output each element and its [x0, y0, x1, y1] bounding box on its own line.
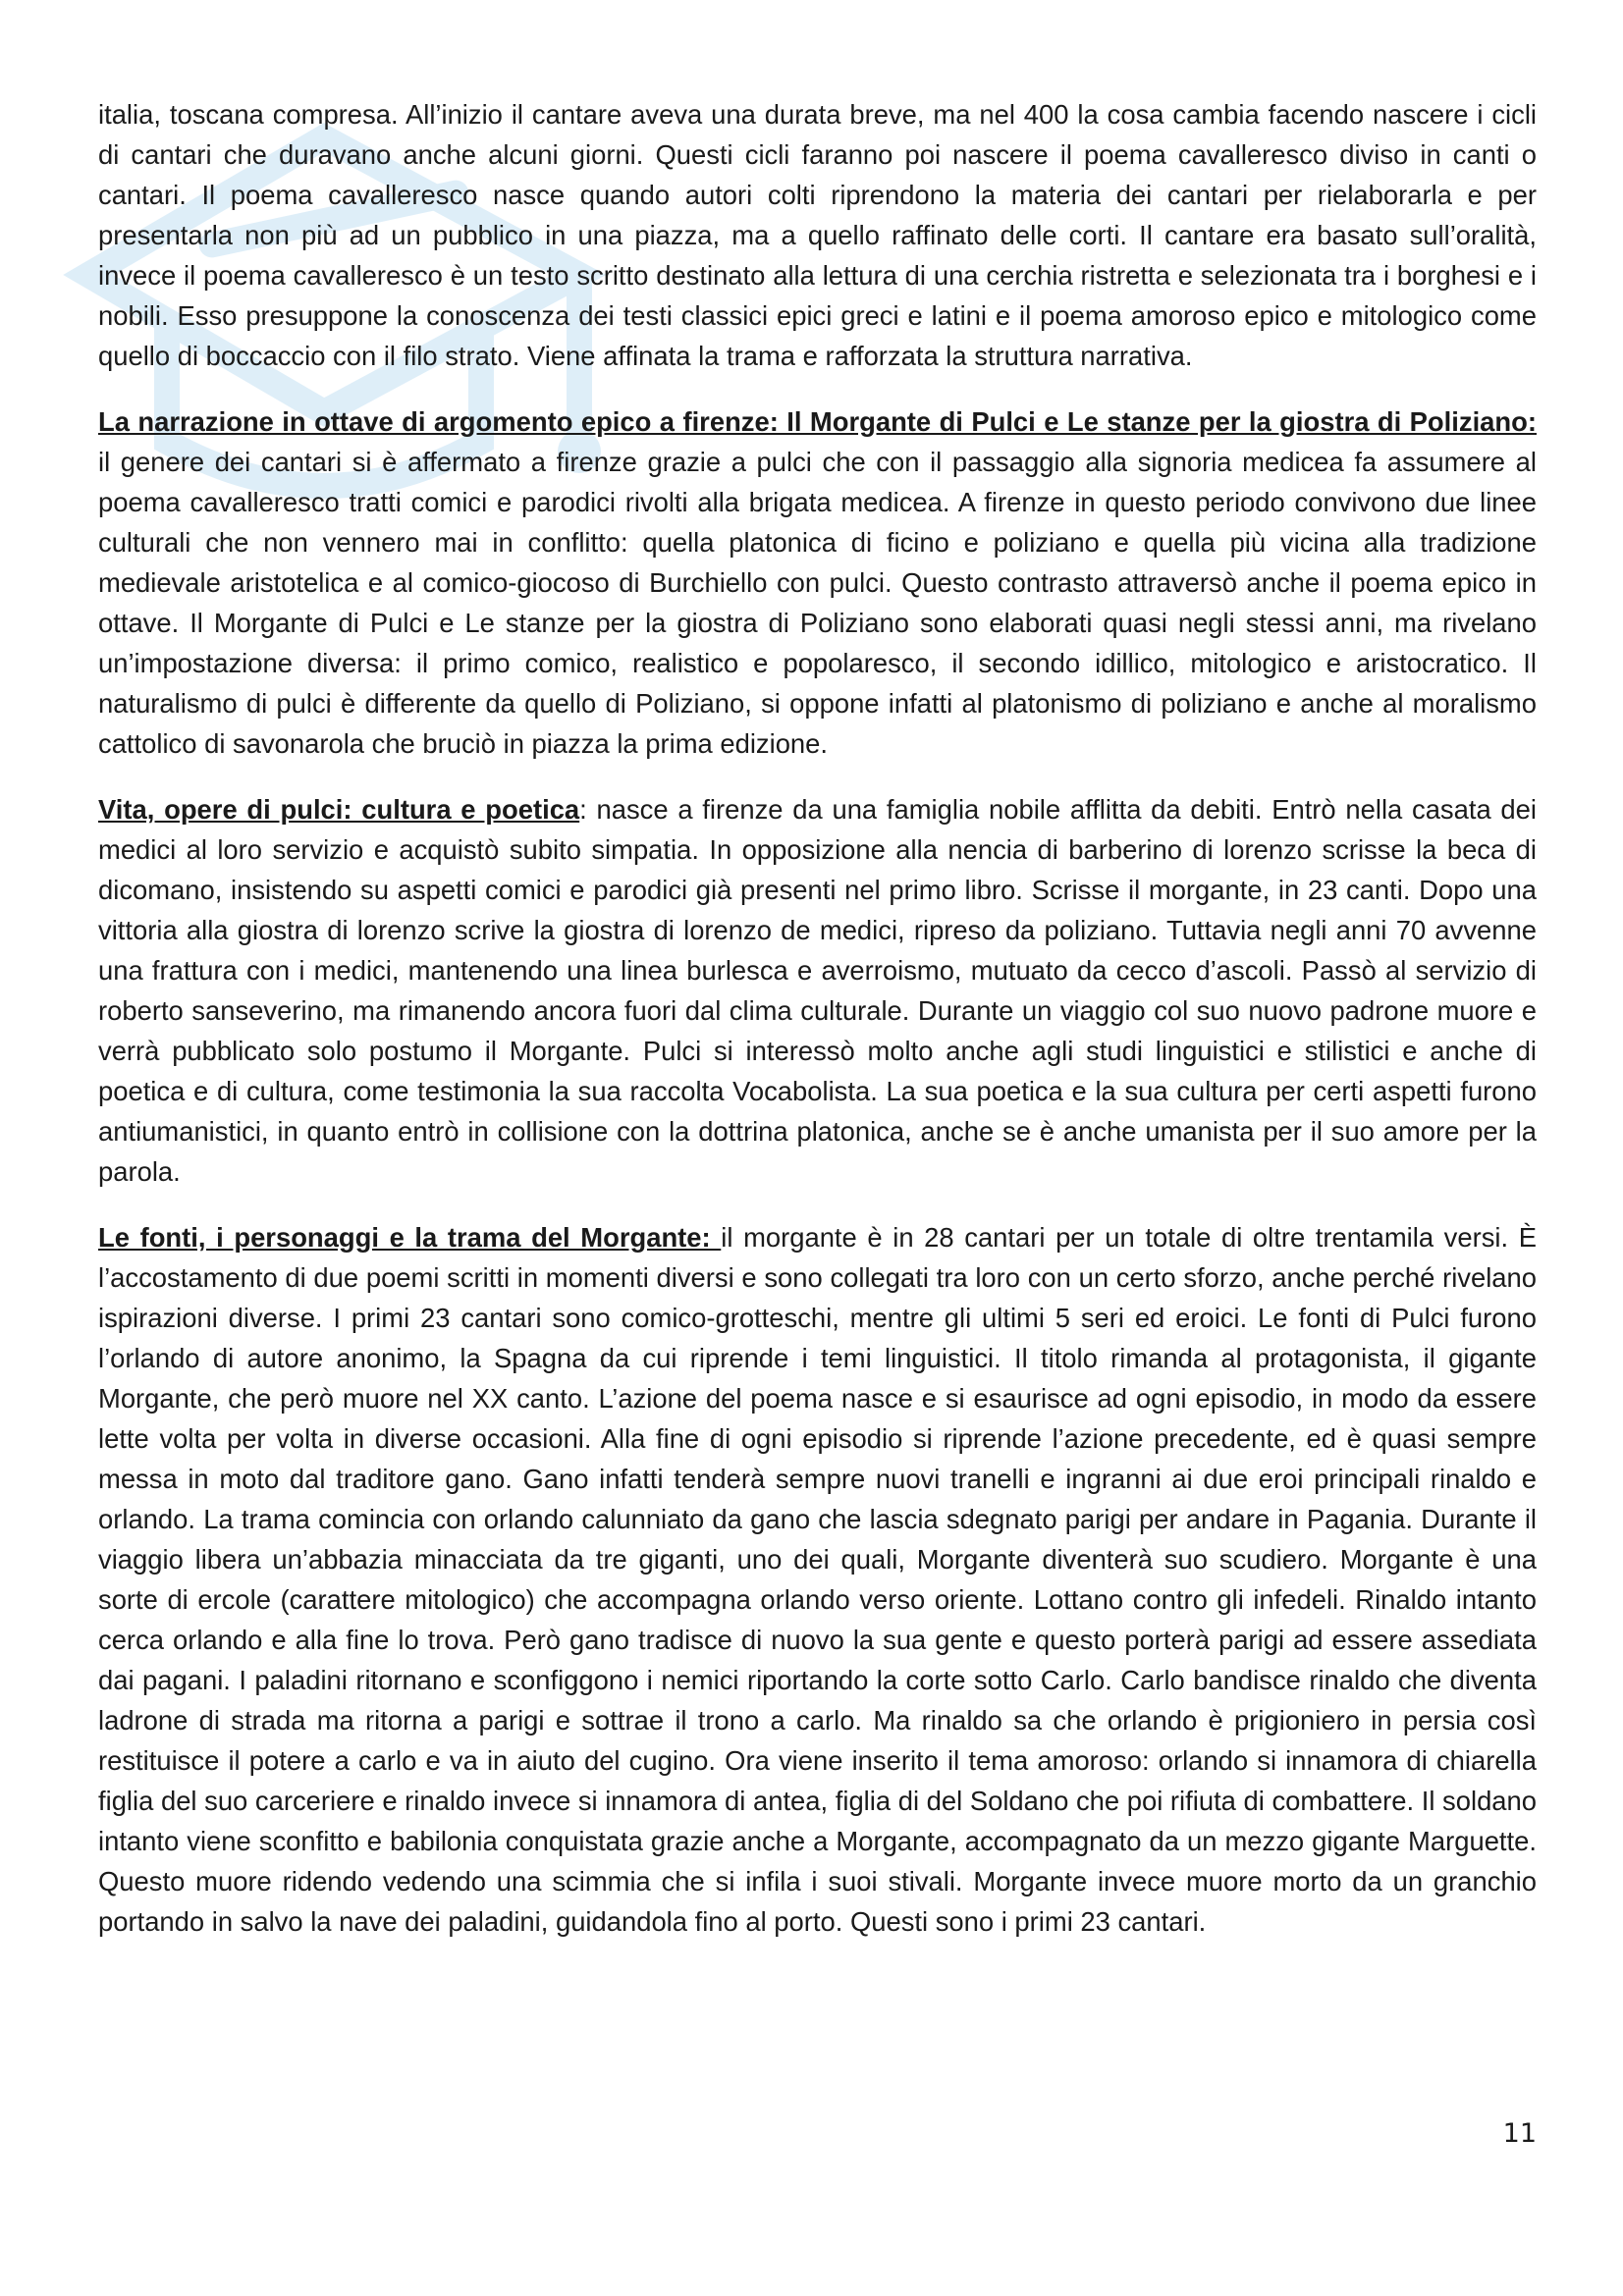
paragraph-3-heading: Vita, opere di pulci: cultura e poetica: [98, 794, 580, 825]
paragraph-1-text: italia, toscana compresa. All’inizio il cantare aveva una durata breve, ma nel 400 la cosa cambia facendo nascere i cicli di cantari che duravano anche alcuni giorni. Questi cicli faranno poi nascere il poema cavalleresco diviso in canti o cantari. Il poema cavalleresco nasce quando autori colti riprendono la materia dei cantari per rielaborarla e per presentarla non più ad un pubblico in una piazza, ma a quello raffinato delle corti. Il cantare era basato sull’oralità, invece il poema cavalleresco è un testo scritto destinato alla lettura di una cerchia ristretta e selezionata tra i borghesi e i nobili. Esso presuppone la conoscenza dei testi classici epici greci e latini e il poema amoroso epico e mitologico come quello di boccaccio con il filo strato. Viene affinata la trama e rafforzata la struttura narrativa.: [98, 99, 1537, 371]
paragraph-1: [98, 94, 1537, 376]
paragraph-3-text: : nasce a firenze da una famiglia nobile afflitta da debiti. Entrò nella casata dei medici al loro servizio e acquistò subito simpatia. In opposizione alla nencia di barberino di lorenzo scrisse la beca di dicomano, insistendo su aspetti comici e parodici già presenti nel primo libro. Scrisse il morgante, in 23 canti. Dopo una vittoria alla giostra di lorenzo scrive la giostra di lorenzo de medici, ripreso da poliziano. Tuttavia negli anni 70 avvenne una frattura con i medici, mantenendo una linea burlesca e averroismo, mutuato da cecco d’ascoli. Passò al servizio di roberto sanseverino, ma rimanendo ancora fuori dal clima culturale. Durante un viaggio col suo nuovo padrone muore e verrà pubblicato solo postumo il Morgante. Pulci si interessò molto anche agli studi linguistici e stilistici e anche di poetica e di cultura, come testimonia la sua raccolta Vocabolista. La sua poetica e la sua cultura per certi aspetti furono antiumanistici, in quanto entrò in collisione con la dottrina platonica, anche se è anche umanista per il suo amore per la parola.: [98, 794, 1537, 1187]
paragraph-3: [98, 789, 1537, 1192]
paragraph-4: [98, 1217, 1537, 1942]
document-body: [98, 94, 1537, 1967]
paragraph-2: [98, 401, 1537, 764]
page-number: 11: [1502, 2118, 1537, 2149]
paragraph-4-text: il morgante è in 28 cantari per un totale di oltre trentamila versi. È l’accostamento di due poemi scritti in momenti diversi e sono collegati tra loro con un certo sforzo, anche perché rivelano ispirazioni diverse. I primi 23 cantari sono comico-grotteschi, mentre gli ultimi 5 seri ed eroici. Le fonti di Pulci furono l’orlando di autore anonimo, la Spagna da cui riprende i temi linguistici. Il titolo rimanda al protagonista, il gigante Morgante, che però muore nel XX canto. L’azione del poema nasce e si esaurisce ad ogni episodio, in modo da essere lette volta per volta in diverse occasioni. Alla fine di ogni episodio si riprende l’azione precedente, ed è quasi sempre messa in moto dal traditore gano. Gano infatti tenderà sempre nuovi tranelli e ingranni ai due eroi principali rinaldo e orlando. La trama comincia con orlando calunniato da gano che lascia sdegnato parigi per andare in Pagania. Durante il viaggio libera un’abbazia minacciata da tre giganti, uno dei quali, Morgante diventerà suo scudiero. Morgante è una sorte di ercole (carattere mitologico) che accompagna orlando verso oriente. Lottano contro gli infedeli. Rinaldo intanto cerca orlando e alla fine lo trova. Però gano tradisce di nuovo la sua gente e questo porterà parigi ad essere assediata dai pagani. I paladini ritornano e sconfiggono i nemici riportando la corte sotto Carlo. Carlo bandisce rinaldo che diventa ladrone di strada ma ritorna a parigi e sottrae il trono a carlo. Ma rinaldo sa che orlando è prigioniero in persia così restituisce il potere a carlo e va in aiuto del cugino. Ora viene inserito il tema amoroso: orlando si innamora di chiarella figlia del suo carceriere e rinaldo invece si innamora di antea, figlia di del Soldano che poi rifiuta di combattere. Il soldano intanto viene sconfitto e babilonia conquistata grazie anche a Morgante, accompagnato da un mezzo gigante Marguette. Questo muore ridendo vedendo una scimmia che si infila i suoi stivali. Morgante invece muore morto da un granchio portando in salvo la nave dei paladini, guidandola fino al porto. Questi sono i primi 23 cantari.: [98, 1222, 1537, 1937]
paragraph-4-heading: Le fonti, i personaggi e la trama del Morgante:: [98, 1222, 722, 1253]
paragraph-2-heading: La narrazione in ottave di argomento epico a firenze: Il Morgante di Pulci e Le stanze per la giostra di Poliziano:: [98, 406, 1537, 437]
paragraph-2-text: il genere dei cantari si è affermato a firenze grazie a pulci che con il passaggio alla signoria medicea fa assumere al poema cavalleresco tratti comici e parodici rivolti alla brigata medicea. A firenze in questo periodo convivono due linee culturali che non vennero mai in conflitto: quella platonica di ficino e poliziano e quella più vicina alla tradizione medievale aristotelica e al comico-giocoso di Burchiello con pulci. Questo contrasto attraversò anche il poema epico in ottave. Il Morgante di Pulci e Le stanze per la giostra di Poliziano sono elaborati quasi negli stessi anni, ma rivelano un’impostazione diversa: il primo comico, realistico e popolaresco, il secondo idillico, mitologico e aristocratico. Il naturalismo di pulci è differente da quello di Poliziano, si oppone infatti al platonismo di poliziano e anche al moralismo cattolico di savonarola che bruciò in piazza la prima edizione.: [98, 447, 1537, 759]
